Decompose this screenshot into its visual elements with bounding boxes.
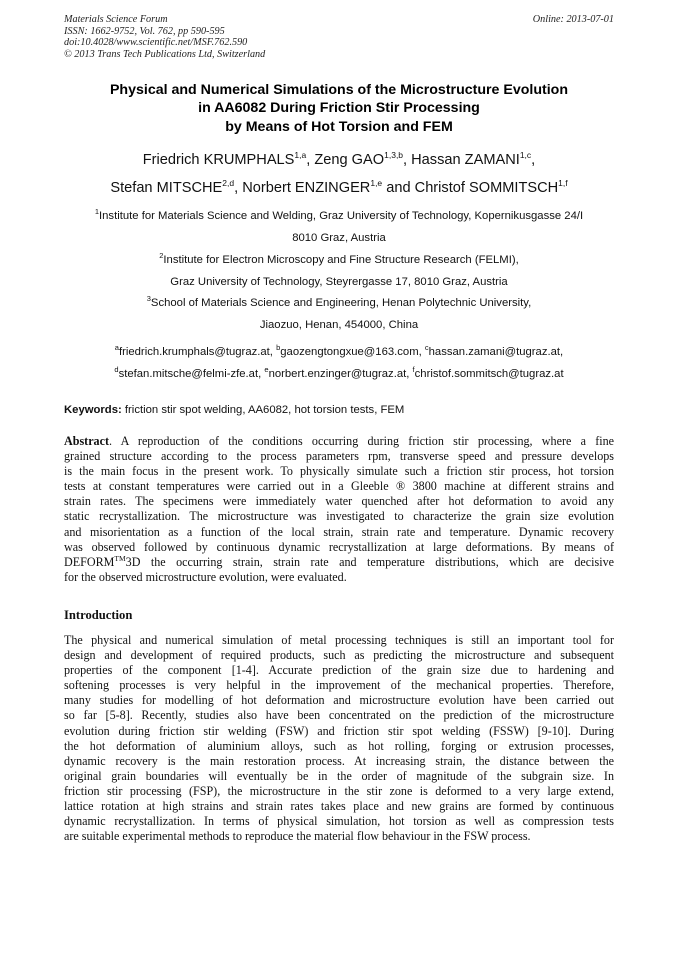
email-mark: b	[276, 343, 281, 352]
intro-line: are suitable experimental methods to reproduce the material flow behaviour in the FSW process.	[64, 829, 531, 844]
abstract-line: is the main focus in the present work. To physically simulate such a friction stir process, hot torsion	[64, 464, 614, 479]
intro-line: many studies for modelling of hot deformation and microstructure evolution have been carried out	[64, 693, 614, 708]
email-link[interactable]: norbert.enzinger@tugraz.at,	[268, 368, 410, 380]
abstract-line: for the observed microstructure evolution, were evaluated.	[64, 569, 347, 584]
intro-line: dynamic recrystallization. In terms of physical simulation, hot torsion as well as compression tests	[64, 814, 614, 829]
affiliation-1-cont: 8010 Graz, Austria	[292, 232, 386, 244]
abstract-line: was observed followed by continuous dynamic recrystallization at large deformations. By means of	[64, 539, 614, 554]
author-name: Hassan ZAMANI	[411, 152, 520, 168]
abstract-line	[64, 434, 614, 449]
section-heading: Introduction	[64, 608, 133, 622]
paper-title	[40, 81, 638, 136]
author-affiliation-mark: 1,e	[370, 178, 383, 188]
abstract-line: strain rates. The specimens were immediately water quenched after hot deformation to avoid any	[64, 494, 614, 509]
email-link[interactable]: gaozengtongxue@163.com,	[280, 346, 422, 358]
journal-name: Materials Science Forum	[64, 14, 168, 25]
email-mark: f	[412, 365, 415, 374]
affiliation-3-cont: Jiaozuo, Henan, 454000, China	[259, 319, 419, 331]
affiliation-2	[30, 251, 648, 266]
abstract-label: Abstract	[64, 434, 110, 448]
author-affiliation-mark: 1,f	[558, 178, 568, 188]
title-line: Physical and Numerical Simulations of the Microstructure Evolution	[109, 82, 569, 98]
journal-doi[interactable]: doi:10.4028/www.scientific.net/MSF.762.590	[64, 37, 248, 49]
abstract-line: static recrystallization. The microstructure was investigated to characterize the grain size evolution	[64, 509, 614, 524]
affiliation-mark: 1	[94, 207, 100, 216]
author-name: Stefan MITSCHE	[110, 180, 223, 196]
email-mark: c	[424, 343, 429, 352]
title-line: in AA6082 During Friction Stir Processing	[198, 100, 480, 117]
email-link[interactable]: hassan.zamani@tugraz.at,	[428, 346, 564, 358]
journal-issn: ISSN: 1662-9752, Vol. 762, pp 590-595	[64, 25, 225, 37]
email-link[interactable]: christof.sommitsch@tugraz.at	[414, 368, 564, 380]
title-line: by Means of Hot Torsion and FEM	[225, 118, 453, 135]
introduction-body	[64, 633, 614, 844]
abstract-text: 3D the occurring strain, strain rate and temperature distributions, which are decisive	[125, 554, 614, 569]
software-name: DEFORM	[64, 554, 115, 569]
keywords-label: Keywords:	[64, 404, 122, 416]
author-affiliation-mark: 1,c	[519, 150, 532, 160]
author-affiliation-mark: 2,d	[222, 178, 235, 188]
abstract-line	[64, 555, 614, 570]
intro-line: so far [5-8]. Recently, studies also have been concentrated on the prediction of the microstructure	[64, 708, 614, 723]
intro-line: the hot deformation of aluminium alloys, such as hot rolling, forging or extrusion processes,	[64, 738, 614, 753]
intro-line: evolution during friction stir welding (FSW) and friction stir spot welding (FSSW) [9-10]. During	[64, 723, 614, 738]
abstract-text: . A reproduction of the conditions occurring during friction stir processing, where a fine	[109, 434, 614, 448]
intro-line: lattice rotation at high strains and strain rates takes place and new grains are formed by continuous	[64, 799, 614, 814]
email-mark: e	[264, 365, 269, 374]
author-affiliation-mark: 1,3,b	[384, 150, 404, 160]
author-name: Friedrich KRUMPHALS	[142, 152, 295, 168]
keywords	[64, 404, 624, 416]
author-name: Christof SOMMITSCH	[414, 180, 559, 196]
email-mark: a	[114, 343, 119, 352]
intro-line: dynamic recovery is the main restoration process. At increasing strain, the distance between the	[64, 753, 614, 768]
journal-copyright: © 2013 Trans Tech Publications Ltd, Switzerland	[64, 48, 266, 60]
affiliation-mark: 3	[146, 294, 151, 303]
author-line: Friedrich KRUMPHALS$^{1,a}$, Zeng GAO$^{1,3,b}$, Hassan ZAMANI$^{1,c}$,	[142, 150, 536, 168]
author-affiliation-mark: 1,a	[294, 150, 307, 160]
intro-line: The physical and numerical simulation of metal processing techniques is still an important tool for	[64, 633, 614, 647]
abstract-line: grained structure according to the process parameters rpm, transverse speed and pressure develops	[64, 449, 614, 464]
author-line: Stefan MITSCHE$^{2,d}$, Norbert ENZINGER$^{1,e}$ and Christof SOMMITSCH$^{1,f}$	[110, 178, 568, 196]
intro-line: design and development of required products, such as predicting the microstructure and subsequent	[64, 648, 614, 663]
affiliation-text: Institute for Materials Science and Welding, Graz University of Technology, Kopernikusgasse 24/I	[99, 210, 584, 222]
online-date: Online: 2013-07-01	[532, 14, 614, 25]
email-line	[30, 343, 648, 358]
author-name: Zeng GAO	[314, 152, 385, 168]
abstract-line: tests at constant temperatures were carried out in a Gleeble ® 3800 machine at different strains and	[64, 479, 614, 494]
affiliation-1	[30, 207, 648, 222]
affiliation-2-cont: Graz University of Technology, Steyrergasse 17, 8010 Graz, Austria	[170, 276, 508, 288]
journal-header	[64, 14, 424, 60]
email-link[interactable]: friedrich.krumphals@tugraz.at,	[118, 346, 273, 358]
affiliation-mark: 2	[159, 251, 164, 260]
abstract	[64, 434, 614, 585]
intro-line: softening processes is very helpful in the improvement of the mechanical properties. Therefore,	[64, 678, 614, 693]
email-line	[30, 365, 648, 380]
intro-line: properties of the component [1-4]. Accurate prediction of the grain size due to hardening and	[64, 663, 614, 678]
author-conjunction: and	[386, 180, 411, 196]
intro-line: friction stir processing (FSP), the microstructure in the stir zone is deformed to a very large extend,	[64, 783, 614, 798]
intro-line: original grain boundaries will eventually be in the order of magnitude of the subgrain size. In	[64, 768, 614, 783]
email-mark: d	[114, 365, 119, 374]
abstract-line: and misorientation as a function of the local strain, strain rate and temperature. Dynamic recovery	[64, 524, 614, 539]
affiliation-text: School of Materials Science and Engineering, Henan Polytechnic University,	[150, 297, 532, 309]
email-link[interactable]: stefan.mitsche@felmi-zfe.at,	[118, 368, 262, 380]
keywords-text: friction stir spot welding, AA6082, hot torsion tests, FEM	[124, 404, 405, 416]
author-name: Norbert ENZINGER	[242, 180, 371, 196]
affiliation-text: Institute for Electron Microscopy and Fine Structure Research (FELMI),	[163, 254, 519, 266]
affiliation-3	[30, 294, 648, 309]
trademark-mark: TM	[114, 554, 126, 563]
